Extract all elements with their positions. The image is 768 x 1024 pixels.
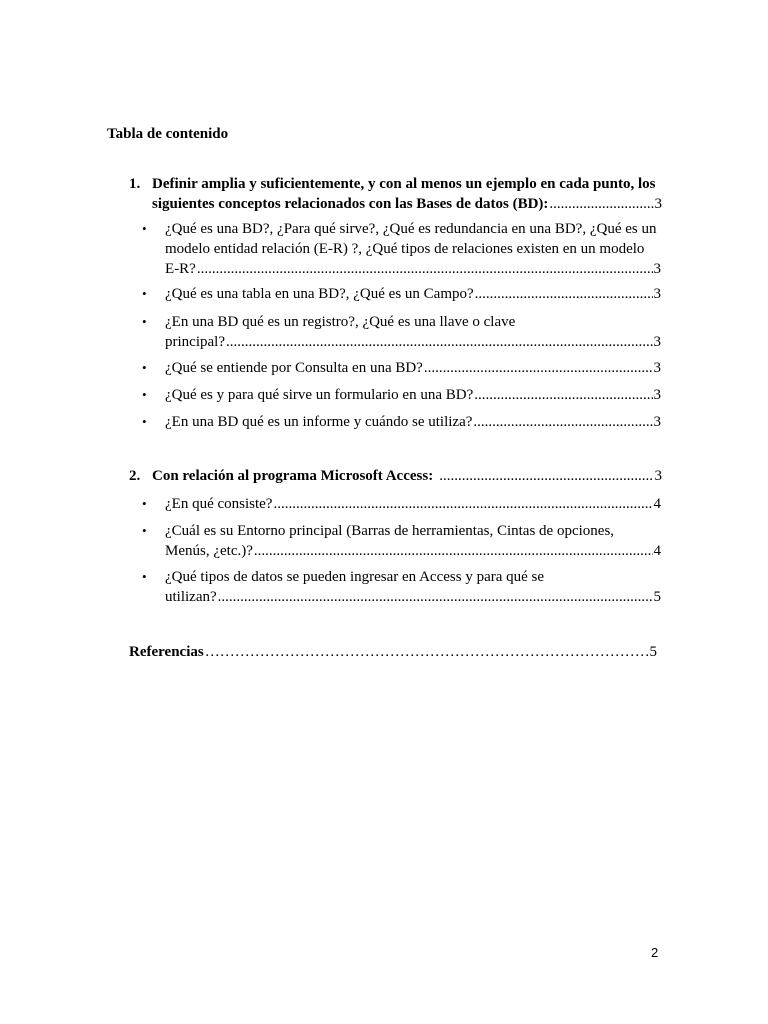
entry-text: ¿Qué tipos de datos se pueden ingresar en Access y para qué se: [165, 569, 545, 585]
leader-dots: [254, 541, 653, 561]
leader-dots: [424, 358, 653, 378]
entry-text: ¿Cuál es su Entorno principal (Barras de herramientas, Cintas de opciones,: [165, 523, 615, 539]
leader-dots: [474, 385, 652, 405]
entry-text: modelo entidad relación (E-R) ?, ¿Qué tipos de relaciones existen en un modelo: [165, 241, 645, 257]
bullet-icon: •: [142, 414, 147, 429]
leader-dots: [549, 194, 653, 214]
bullet-icon: •: [142, 569, 147, 584]
leader-dots: [205, 642, 649, 662]
page-ref: 3: [653, 261, 661, 277]
leader-dots: [218, 587, 653, 607]
section-heading-line-1: Definir amplia y suficientemente, y con al menos un ejemplo en cada punto, los: [152, 176, 656, 192]
bullet-icon: •: [142, 496, 147, 511]
entry-text: ¿Qué es una tabla en una BD?, ¿Qué es un Campo?: [165, 286, 474, 302]
entry-text: ¿Qué se entiende por Consulta en una BD?: [165, 360, 423, 376]
page-ref: 3: [653, 360, 661, 376]
section-heading-line-1: Con relación al programa Microsoft Access:: [152, 468, 434, 484]
toc-references[interactable]: [129, 642, 657, 662]
section-number: 1.: [129, 176, 141, 192]
bullet-icon: •: [142, 360, 147, 375]
bullet-icon: •: [142, 387, 147, 402]
entry-text: E-R?: [165, 261, 196, 277]
page-number: 2: [651, 945, 659, 960]
page-ref: 4: [653, 496, 661, 512]
entry-text: ¿En una BD qué es un informe y cuándo se utiliza?: [165, 414, 473, 430]
entry-text: ¿Qué es una BD?, ¿Para qué sirve?, ¿Qué es redundancia en una BD?, ¿Qué es un: [165, 221, 657, 237]
leader-dots: [197, 259, 653, 279]
page-ref: 5: [653, 589, 661, 605]
leader-dots: [439, 466, 653, 486]
section-heading: [152, 174, 662, 214]
leader-dots: [273, 494, 652, 514]
leader-dots: [226, 332, 653, 352]
bullet-icon: •: [142, 221, 147, 236]
page-ref: 5: [649, 644, 657, 660]
leader-dots: [473, 412, 652, 432]
entry-text: ¿En qué consiste?: [165, 496, 273, 512]
page-ref: 3: [654, 468, 662, 484]
page-ref: 3: [654, 196, 662, 212]
references-label: Referencias: [129, 644, 204, 660]
entry-text: ¿En una BD qué es un registro?, ¿Qué es una llave o clave: [165, 314, 516, 330]
entry-text: utilizan?: [165, 589, 217, 605]
leader-dots: [475, 284, 653, 304]
page-ref: 3: [653, 334, 661, 350]
section-heading-line-2: siguientes conceptos relacionados con las Bases de datos (BD):: [152, 196, 549, 212]
bullet-icon: •: [142, 314, 147, 329]
page-ref: 3: [653, 414, 661, 430]
page-ref: 3: [653, 387, 661, 403]
bullet-icon: •: [142, 286, 147, 301]
entry-text: Menús, ¿etc.)?: [165, 543, 253, 559]
entry-text: ¿Qué es y para qué sirve un formulario en una BD?: [165, 387, 474, 403]
page-ref: 4: [653, 543, 661, 559]
page-ref: 3: [653, 286, 661, 302]
section-number: 2.: [129, 468, 141, 484]
section-heading: [152, 466, 662, 486]
bullet-icon: •: [142, 523, 147, 538]
entry-text: principal?: [165, 334, 225, 350]
toc-title: Tabla de contenido: [107, 126, 229, 142]
